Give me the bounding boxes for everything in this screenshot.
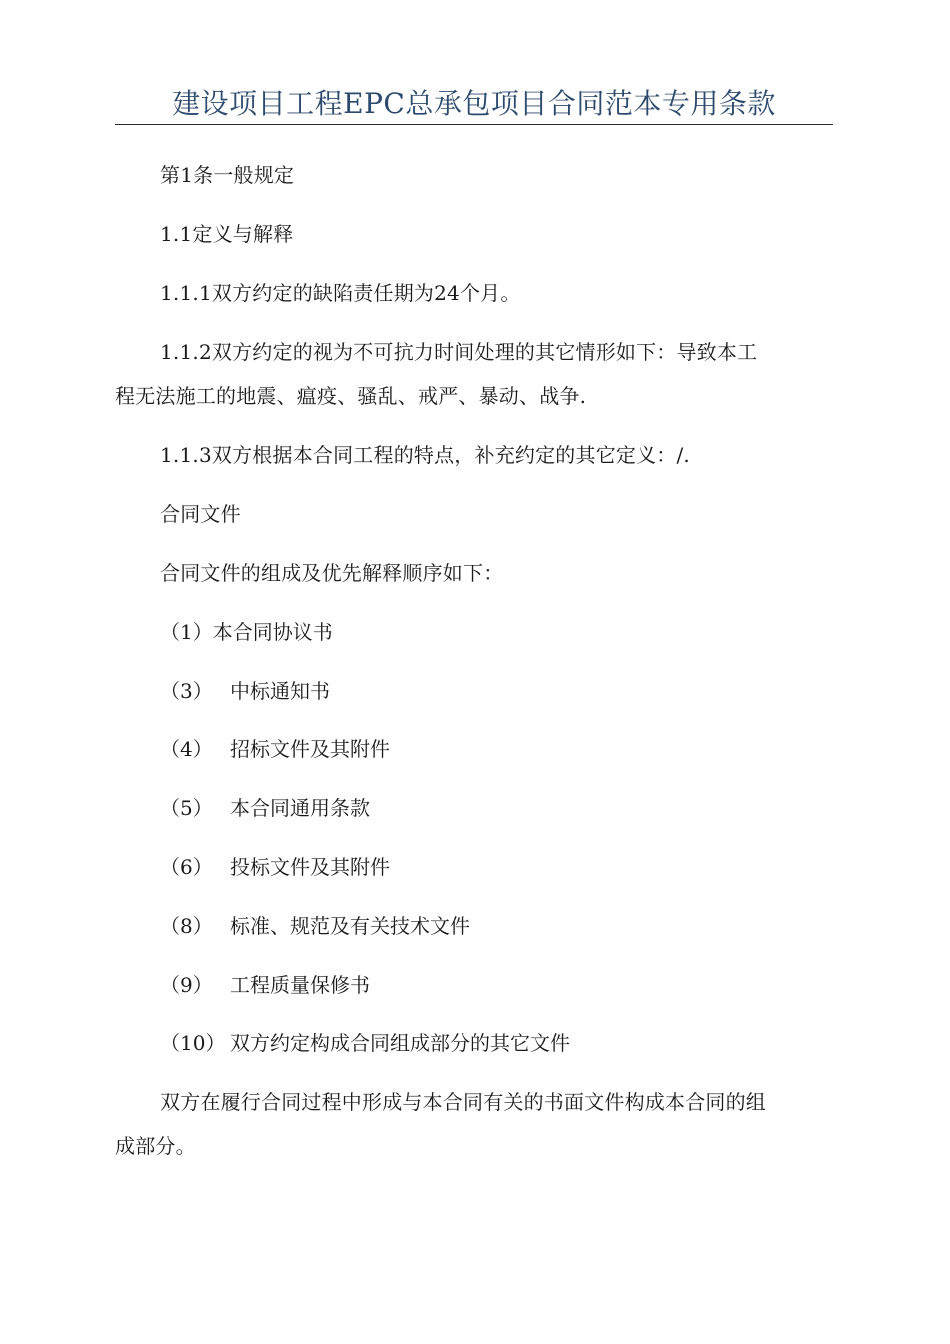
- list-item-text: 标准、规范及有关技术文件: [230, 914, 470, 938]
- list-item: [160, 904, 470, 948]
- list-item-number: （4）: [160, 737, 213, 761]
- title-underline: [115, 124, 833, 125]
- list-item-text: 中标通知书: [230, 679, 330, 703]
- section-heading-1-1: 1.1定义与解释: [160, 222, 294, 246]
- document-title: 建设项目工程EPC总承包项目合同范本专用条款: [172, 87, 776, 120]
- list-item-number: （8）: [160, 914, 213, 938]
- contract-documents-intro: 合同文件的组成及优先解释顺序如下：: [160, 561, 504, 585]
- list-item-text: 双方约定构成合同组成部分的其它文件: [230, 1031, 570, 1055]
- list-item-number: （9）: [160, 973, 213, 997]
- contract-documents-heading: 合同文件: [160, 502, 241, 526]
- article-heading: 第1条一般规定: [160, 163, 295, 187]
- clause-1-1-1: 1.1.1双方约定的缺陷责任期为24个月。: [160, 281, 521, 305]
- list-item-number: （3）: [160, 679, 213, 703]
- list-item-text: 招标文件及其附件: [230, 737, 390, 761]
- list-item: [160, 845, 390, 889]
- list-item-number: （10）: [160, 1031, 226, 1055]
- list-item: [160, 963, 370, 1007]
- list-item: [160, 786, 370, 830]
- list-item: [160, 610, 333, 654]
- list-item-number: （5）: [160, 796, 213, 820]
- list-item: [160, 727, 390, 771]
- clause-1-1-2-line1: 1.1.2双方约定的视为不可抗力时间处理的其它情形如下：导致本工: [160, 340, 758, 364]
- list-item: [160, 669, 330, 713]
- closing-paragraph-line1: 双方在履行合同过程中形成与本合同有关的书面文件构成本合同的组: [160, 1090, 766, 1114]
- clause-1-1-3: 1.1.3双方根据本合同工程的特点，补充约定的其它定义：/.: [160, 443, 690, 467]
- list-item-number: （1）: [160, 620, 213, 644]
- list-item-number: （6）: [160, 855, 213, 879]
- list-item-text: 本合同协议书: [212, 620, 333, 644]
- list-item: [160, 1021, 570, 1065]
- list-item-text: 本合同通用条款: [230, 796, 370, 820]
- closing-paragraph-line2: 成部分。: [115, 1134, 196, 1158]
- list-item-text: 投标文件及其附件: [230, 855, 390, 879]
- clause-1-1-2-line2: 程无法施工的地震、瘟疫、骚乱、戒严、暴动、战争.: [115, 384, 587, 408]
- list-item-text: 工程质量保修书: [230, 973, 370, 997]
